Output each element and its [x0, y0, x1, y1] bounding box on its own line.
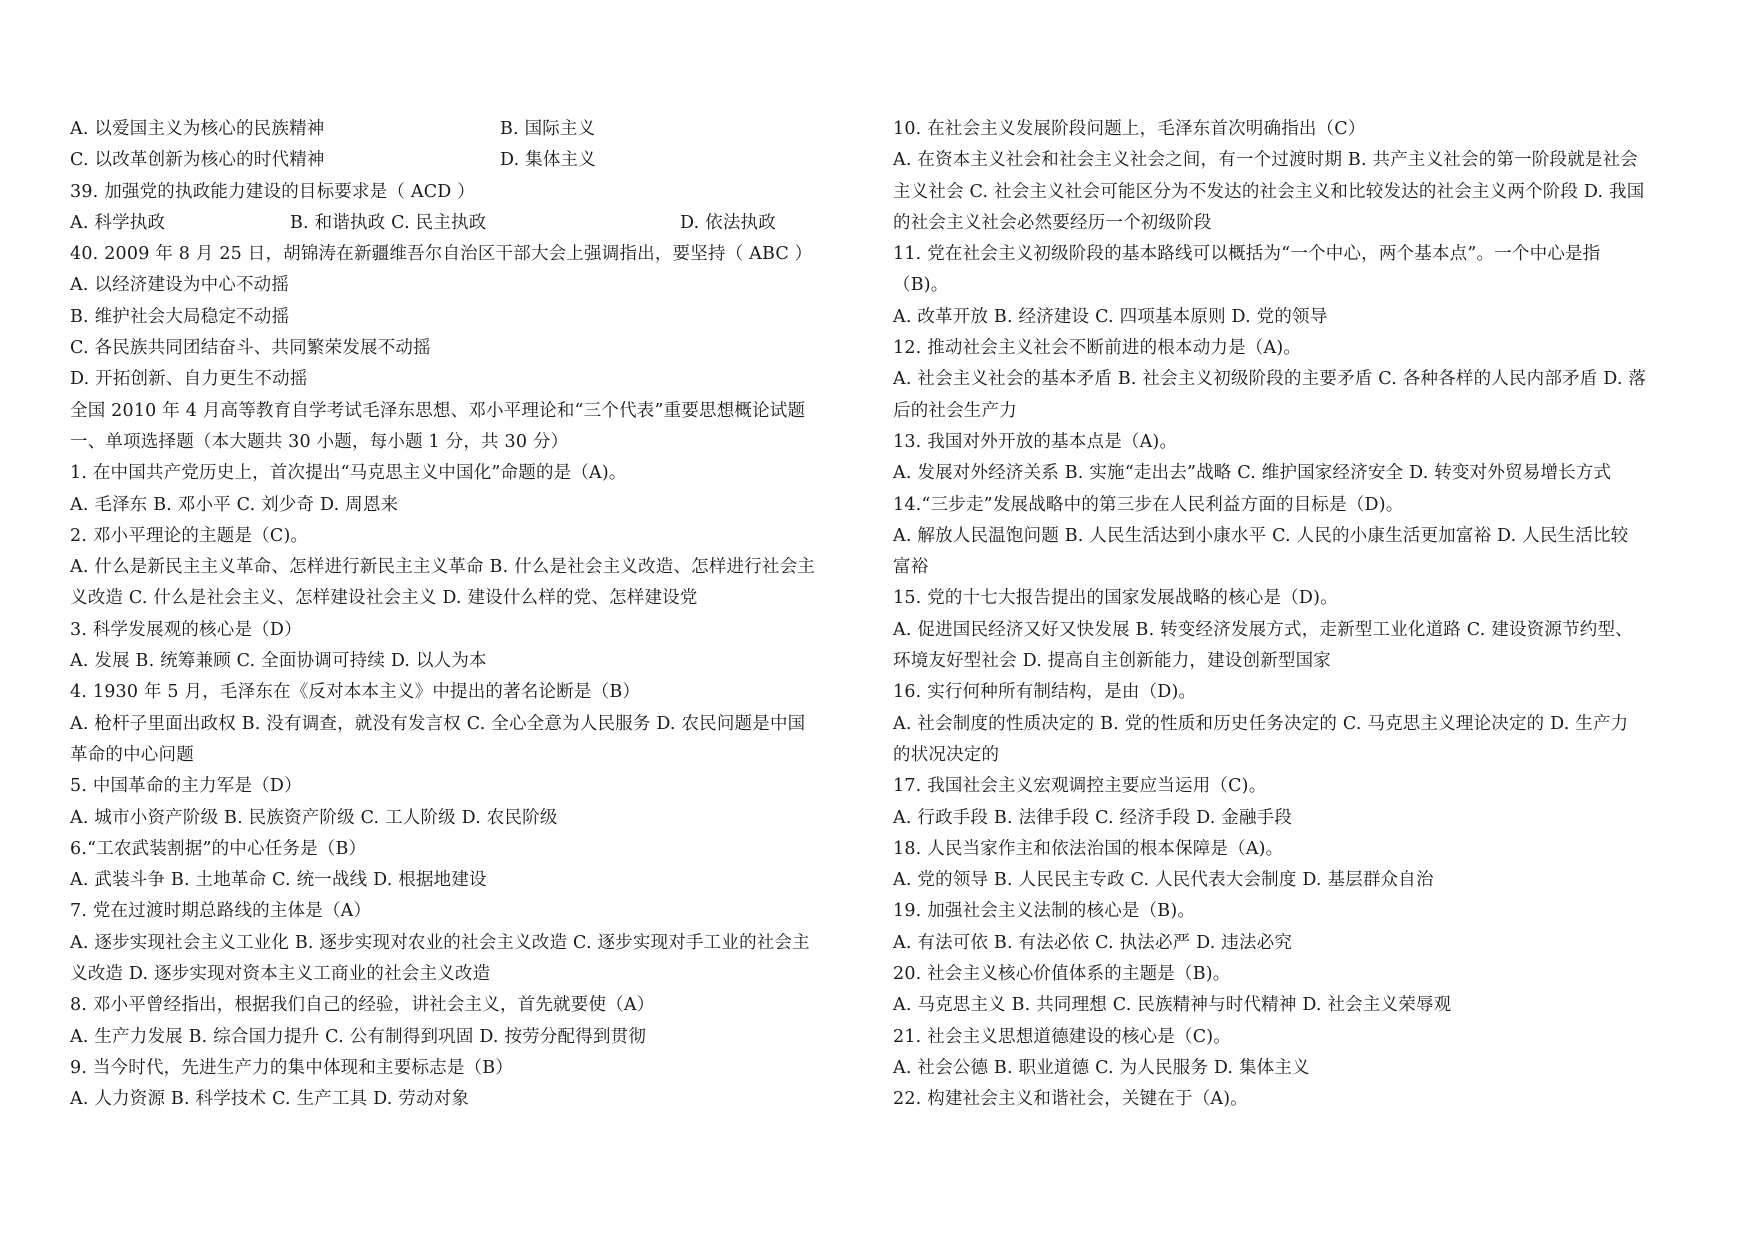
text-line: 21. 社会主义思想道德建设的核心是（C)。 [893, 1026, 1232, 1047]
text-line: 16. 实行何种所有制结构，是由（D)。 [893, 682, 1197, 703]
text-line [70, 458, 870, 489]
text-line: A. 改革开放 B. 经济建设 C. 四项基本原则 D. 党的领导 [893, 306, 1328, 327]
line-text: A. 发展 B. 统筹兼顾 C. 全面协调可持续 D. 以人为本 [70, 651, 487, 672]
line-text: D. 开拓创新、自力更生不动摇 [70, 369, 308, 390]
text-line [70, 521, 870, 552]
text-line [70, 1022, 870, 1053]
line-text: 39. 加强党的执政能力建设的目标要求是（ ACD ） [70, 181, 475, 202]
left-column [70, 114, 870, 1116]
line-text: 全国 2010 年 4 月高等教育自学考试毛泽东思想、邓小平理论和“三个代表”重要思想概论试题 [70, 400, 806, 421]
text-line [70, 834, 870, 865]
text-line: 环境友好型社会 D. 提高自主创新能力，建设创新型国家 [893, 651, 1331, 672]
line-text: A. 人力资源 B. 科学技术 C. 生产工具 D. 劳动对象 [70, 1089, 470, 1110]
text-line [70, 896, 870, 927]
line-text: 6.“工农武装割据”的中心任务是（B） [70, 838, 367, 859]
line-text: A. 毛泽东 B. 邓小平 C. 刘少奇 D. 周恩来 [70, 494, 399, 515]
line-text: A. 枪杆子里面出政权 B. 没有调查，就没有发言权 C. 全心全意为人民服务 D. 农民问题是中国 [70, 713, 806, 734]
line-text: A. 生产力发展 B. 综合国力提升 C. 公有制得到巩固 D. 按劳分配得到贯彻 [70, 1026, 647, 1047]
text-line: 10. 在社会主义发展阶段问题上，毛泽东首次明确指出（C） [893, 119, 1366, 139]
text-line: 19. 加强社会主义法制的核心是（B)。 [893, 901, 1196, 922]
line-text: 7. 党在过渡时期总路线的主体是（A） [70, 901, 372, 922]
line-text: 4. 1930 年 5 月，毛泽东在《反对本本主义》中提出的著名论断是（B） [70, 682, 641, 703]
line-text: 5. 中国革命的主力军是（D） [70, 776, 302, 797]
text-line: A. 社会制度的性质决定的 B. 党的性质和历史任务决定的 C. 马克思主义理论决定的 D. 生产力 [893, 713, 1629, 734]
line-text: C. 以改革创新为核心的时代精神 [70, 150, 325, 171]
text-line: A. 解放人民温饱问题 B. 人民生活达到小康水平 C. 人民的小康生活更加富裕 D. 人民生活比较 [893, 525, 1629, 546]
text-line [70, 208, 870, 239]
line-text: C. 各民族共同团结奋斗、共同繁荣发展不动摇 [70, 338, 431, 359]
line-text: 义改造 C. 什么是社会主义、怎样建设社会主义 D. 建设什么样的党、怎样建设党 [70, 588, 698, 609]
text-line: 22. 构建社会主义和谐社会，关键在于（A)。 [893, 1089, 1248, 1110]
text-line [70, 677, 870, 708]
line-text: A. 科学执政 [70, 212, 166, 233]
text-line: 12. 推动社会主义社会不断前进的根本动力是（A)。 [893, 338, 1302, 359]
line-text: A. 武装斗争 B. 土地革命 C. 统一战线 D. 根据地建设 [70, 870, 487, 891]
text-line [70, 1053, 870, 1084]
text-line: A. 行政手段 B. 法律手段 C. 经济手段 D. 金融手段 [893, 807, 1293, 828]
line-text-tertiary: D. 依法执政 [680, 212, 776, 233]
line-text: 8. 邓小平曾经指出，根据我们自己的经验，讲社会主义，首先就要使（A） [70, 995, 655, 1016]
line-text: A. 逐步实现社会主义工业化 B. 逐步实现对农业的社会主义改造 C. 逐步实现对手工业的社会主 [70, 932, 810, 953]
text-line: A. 社会主义社会的基本矛盾 B. 社会主义初级阶段的主要矛盾 C. 各种各样的人民内部矛盾 D. 落 [893, 369, 1647, 390]
text-line: 11. 党在社会主义初级阶段的基本路线可以概括为“一个中心，两个基本点”。一个中心是指 [893, 244, 1601, 265]
line-text: A. 以爱国主义为核心的民族精神 [70, 119, 325, 139]
text-line [70, 490, 870, 521]
text-line: 15. 党的十七大报告提出的国家发展战略的核心是（D)。 [893, 588, 1338, 609]
text-line: A. 有法可依 B. 有法必依 C. 执法必严 D. 违法必究 [893, 932, 1293, 953]
text-line [70, 396, 870, 427]
text-line [70, 552, 870, 583]
text-line: 的状况决定的 [893, 744, 1000, 765]
text-line [70, 239, 870, 270]
text-line: 后的社会生产力 [893, 400, 1017, 421]
text-line: 主义社会 C. 社会主义社会可能区分为不发达的社会主义和比较发达的社会主义两个阶段 D. 我国 [893, 181, 1645, 202]
text-line [70, 302, 870, 333]
line-text: 革命的中心问题 [70, 744, 194, 765]
text-line: A. 社会公德 B. 职业道德 C. 为人民服务 D. 集体主义 [893, 1057, 1310, 1078]
line-text: A. 什么是新民主主义革命、怎样进行新民主主义革命 B. 什么是社会主义改造、怎样进行社会主 [70, 557, 816, 578]
text-line: A. 马克思主义 B. 共同理想 C. 民族精神与时代精神 D. 社会主义荣辱观 [893, 995, 1452, 1016]
line-text: 1. 在中国共产党历史上，首次提出“马克思主义中国化”命题的是（A)。 [70, 463, 627, 484]
text-line [70, 959, 870, 990]
text-line: A. 发展对外经济关系 B. 实施“走出去”战略 C. 维护国家经济安全 D. 转变对外贸易增长方式 [893, 463, 1612, 484]
text-line: A. 促进国民经济又好又快发展 B. 转变经济发展方式，走新型工业化道路 C. 建设资源节约型、 [893, 619, 1633, 640]
line-text: 3. 科学发展观的核心是（D） [70, 619, 302, 640]
text-line [70, 1084, 870, 1115]
right-column [893, 114, 1703, 1116]
line-text: A. 城市小资产阶级 B. 民族资产阶级 C. 工人阶级 D. 农民阶级 [70, 807, 558, 828]
text-line [70, 333, 870, 364]
text-line: 14.“三步走”发展战略中的第三步在人民利益方面的目标是（D)。 [893, 494, 1404, 515]
line-text-secondary: B. 国际主义 [500, 119, 596, 139]
text-line: （B)。 [893, 275, 949, 296]
text-line: 18. 人民当家作主和依法治国的根本保障是（A)。 [893, 838, 1284, 859]
text-line [70, 583, 870, 614]
text-line [70, 771, 870, 802]
line-text: 40. 2009 年 8 月 25 日，胡锦涛在新疆维吾尔自治区干部大会上强调指出，要坚持（ ABC ） [70, 244, 813, 265]
text-line: 的社会主义社会必然要经历一个初级阶段 [893, 212, 1212, 233]
text-line: 富裕 [893, 557, 929, 578]
line-text: 9. 当今时代，先进生产力的集中体现和主要标志是（B） [70, 1057, 514, 1078]
text-line [70, 364, 870, 395]
text-line: A. 党的领导 B. 人民民主专政 C. 人民代表大会制度 D. 基层群众自治 [893, 870, 1434, 891]
text-line: A. 在资本主义社会和社会主义社会之间，有一个过渡时期 B. 共产主义社会的第一阶段就是社会 [893, 150, 1639, 171]
line-text: B. 维护社会大局稳定不动摇 [70, 306, 290, 327]
text-line [70, 145, 870, 176]
text-line [70, 740, 870, 771]
line-text-secondary: D. 集体主义 [500, 150, 596, 171]
text-line [70, 114, 870, 145]
line-text: A. 以经济建设为中心不动摇 [70, 275, 290, 296]
text-line [70, 990, 870, 1021]
text-line: 20. 社会主义核心价值体系的主题是（B)。 [893, 964, 1231, 985]
text-line [70, 709, 870, 740]
line-text: 一、单项选择题（本大题共 30 小题，每小题 1 分，共 30 分） [70, 431, 569, 452]
text-line: 13. 我国对外开放的基本点是（A)。 [893, 431, 1178, 452]
line-text: 义改造 D. 逐步实现对资本主义工商业的社会主义改造 [70, 964, 491, 985]
text-line [70, 177, 870, 208]
text-line [70, 615, 870, 646]
text-line: 17. 我国社会主义宏观调控主要应当运用（C)。 [893, 776, 1267, 797]
text-line [70, 646, 870, 677]
text-line [70, 865, 870, 896]
line-text-secondary: B. 和谐执政 C. 民主执政 [290, 212, 487, 233]
text-line [70, 427, 870, 458]
line-text: 2. 邓小平理论的主题是（C)。 [70, 525, 309, 546]
text-line [70, 928, 870, 959]
text-line [70, 270, 870, 301]
text-line [70, 803, 870, 834]
